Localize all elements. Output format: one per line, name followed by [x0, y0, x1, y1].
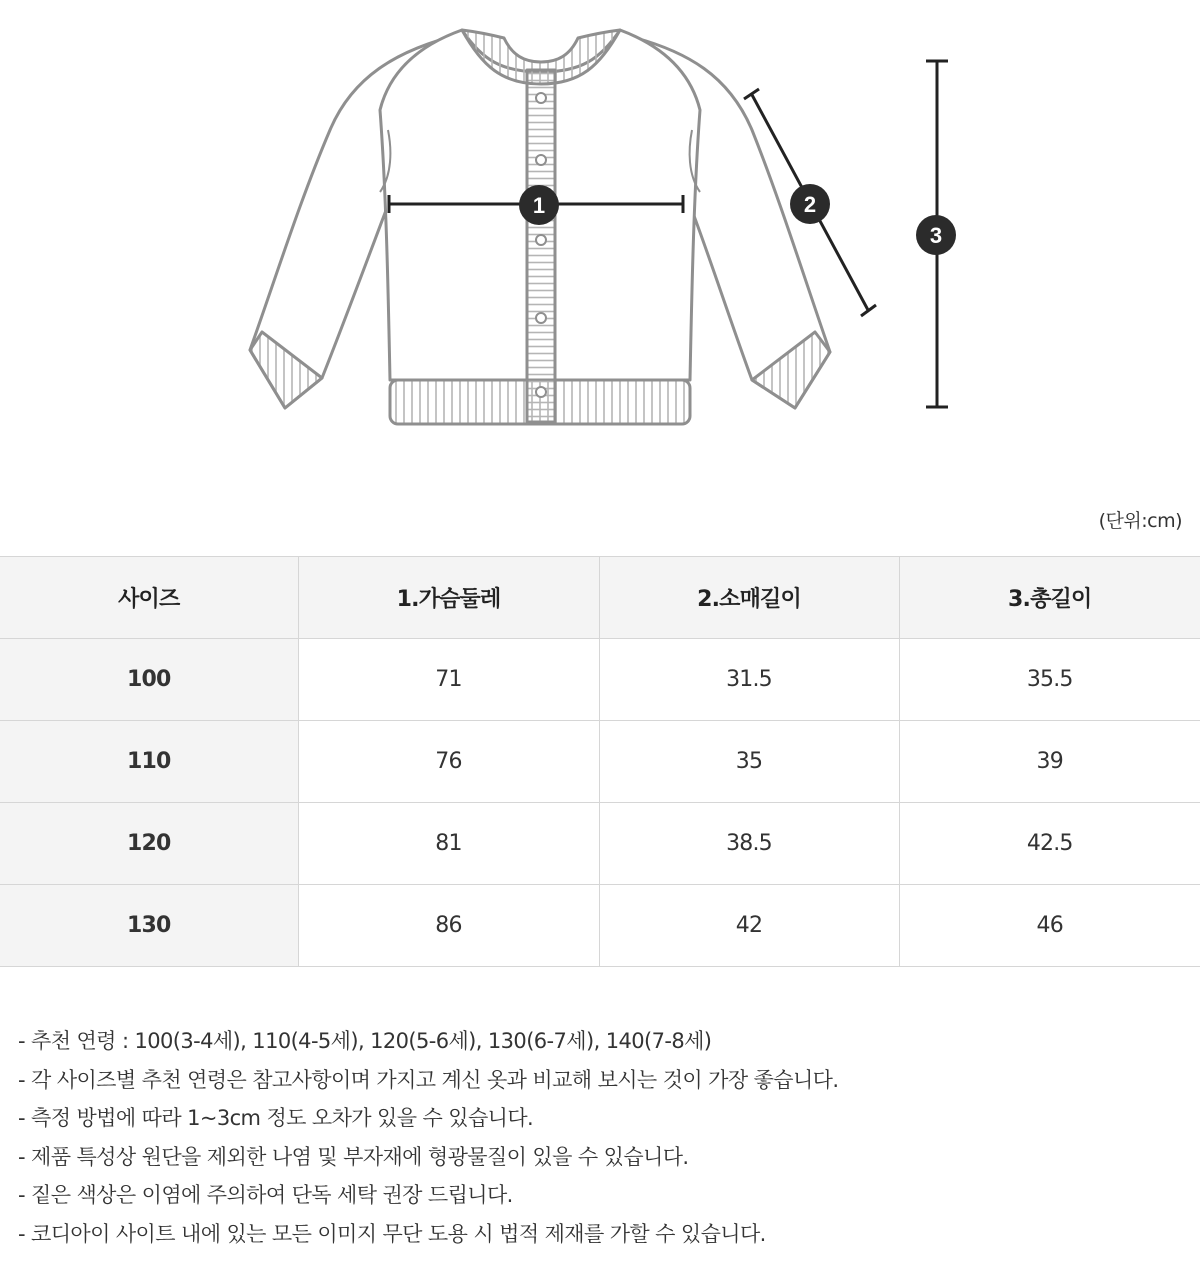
cell-chest: 71 [298, 639, 599, 721]
note-recommended-age: - 추천 연령 : 100(3-4세), 110(4-5세), 120(5-6세), 130(6-7세), 140(7-8세) [18, 1029, 712, 1053]
cardigan-measurement-diagram [0, 0, 1200, 470]
cell-chest: 86 [298, 885, 599, 967]
cell-sleeve: 42 [599, 885, 899, 967]
cell-chest: 76 [298, 721, 599, 803]
note-measurement-tolerance: - 측정 방법에 따라 1~3cm 정도 오차가 있을 수 있습니다. [18, 1106, 534, 1130]
table-row [0, 885, 1200, 967]
size-notes [18, 1022, 838, 1253]
row-size: 120 [0, 803, 298, 885]
row-size: 130 [0, 885, 298, 967]
marker-1-label: 1 [532, 193, 546, 218]
marker-2 [790, 184, 830, 224]
header-size: 사이즈 [0, 557, 298, 639]
marker-1 [519, 185, 559, 225]
cell-sleeve: 35 [599, 721, 899, 803]
note-washing: - 짙은 색상은 이염에 주의하여 단독 세탁 권장 드립니다. [18, 1183, 513, 1207]
unit-label: (단위:cm) [1098, 510, 1182, 532]
marker-3-label: 3 [929, 223, 943, 248]
cell-length: 42.5 [899, 803, 1200, 885]
row-size: 110 [0, 721, 298, 803]
table-header-row [0, 557, 1200, 639]
cell-chest: 81 [298, 803, 599, 885]
cell-sleeve: 38.5 [599, 803, 899, 885]
marker-2-label: 2 [803, 192, 817, 217]
row-size: 100 [0, 639, 298, 721]
size-table [0, 556, 1200, 967]
header-length: 3.총길이 [899, 557, 1200, 639]
table-row [0, 721, 1200, 803]
header-chest: 1.가슴둘레 [298, 557, 599, 639]
note-age-reference: - 각 사이즈별 추천 연령은 참고사항이며 가지고 계신 옷과 비교해 보시는 것이 가장 좋습니다. [18, 1067, 839, 1092]
header-sleeve: 2.소매길이 [599, 557, 899, 639]
cell-length: 46 [899, 885, 1200, 967]
marker-3 [916, 215, 956, 255]
cardigan-outline [250, 30, 830, 424]
cell-length: 39 [899, 721, 1200, 803]
cell-sleeve: 31.5 [599, 639, 899, 721]
table-row [0, 639, 1200, 721]
note-fluorescent-material: - 제품 특성상 원단을 제외한 나염 및 부자재에 형광물질이 있을 수 있습니다. [18, 1144, 689, 1169]
cell-length: 35.5 [899, 639, 1200, 721]
table-row [0, 803, 1200, 885]
note-image-copyright: - 코디아이 사이트 내에 있는 모든 이미지 무단 도용 시 법적 제재를 가할 수 있습니다. [18, 1221, 766, 1246]
